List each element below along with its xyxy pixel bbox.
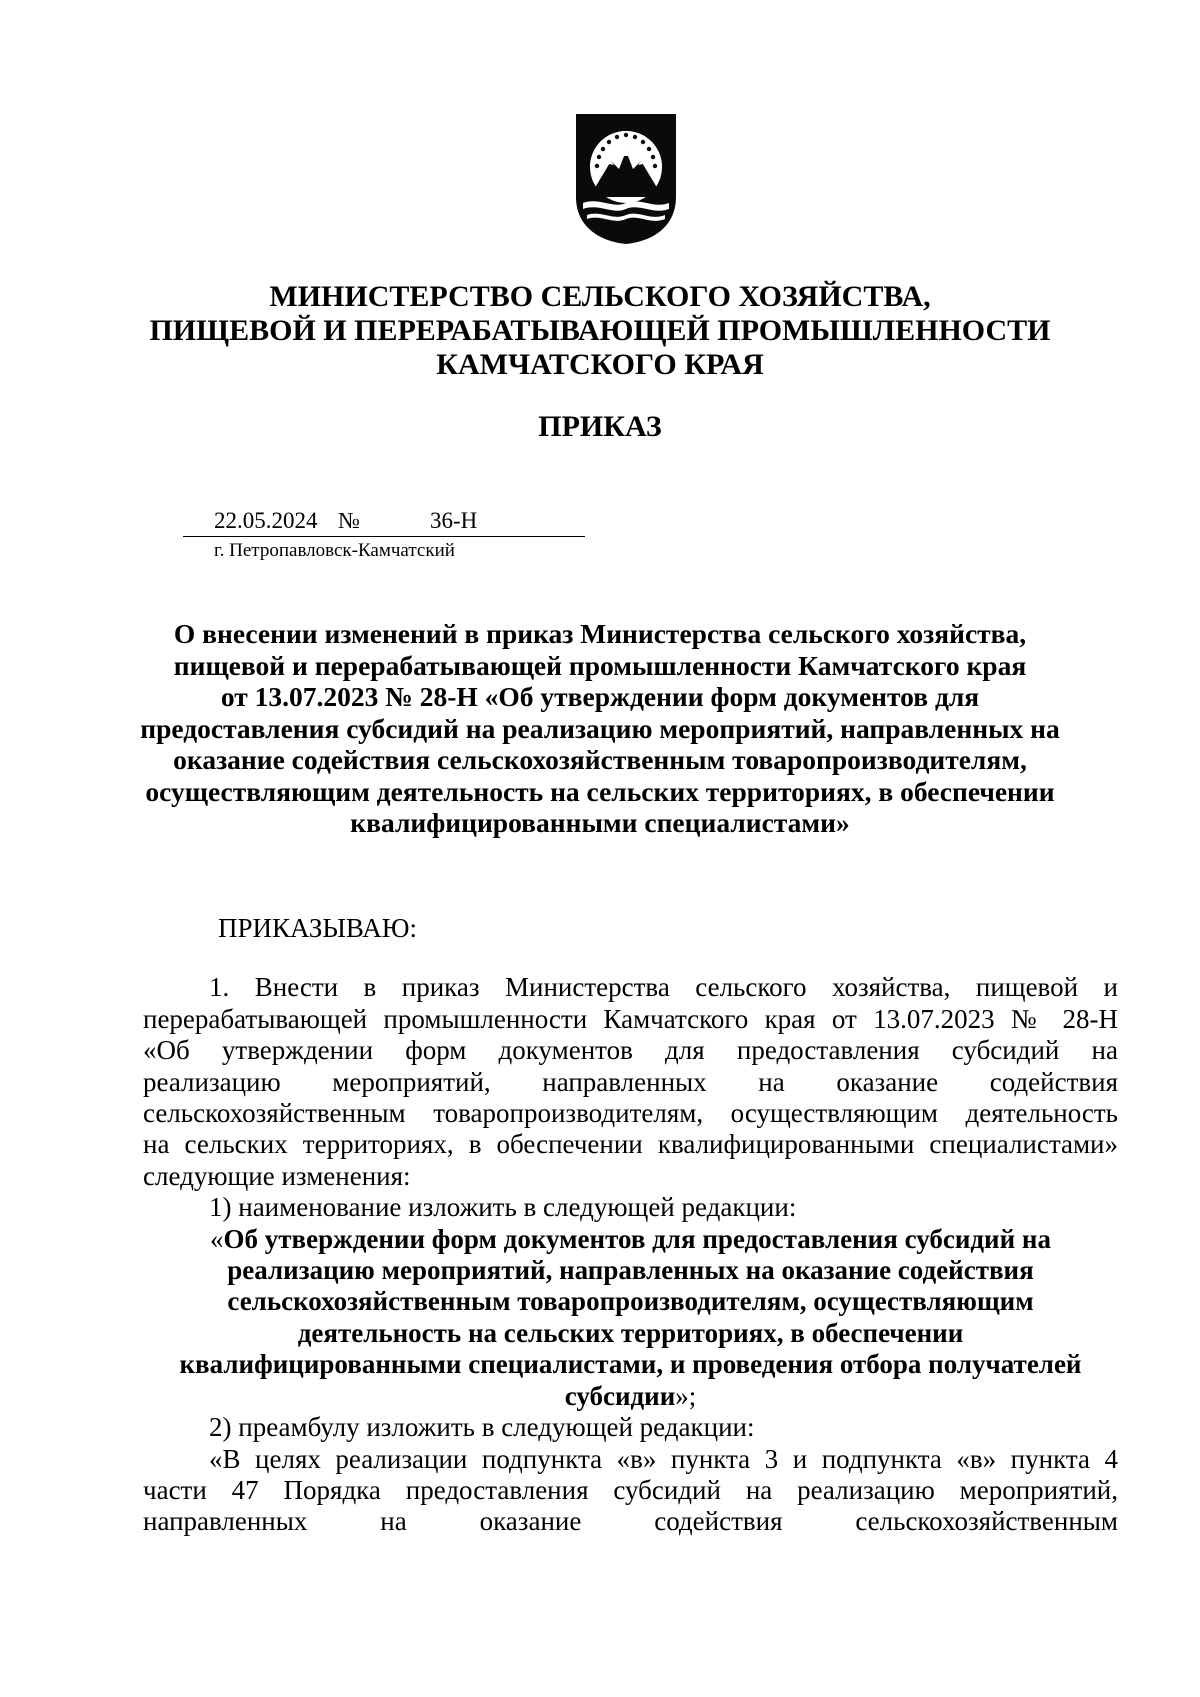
- list-item: 2) преамбулу изложить в следующей редакции:: [209, 1412, 755, 1443]
- open-quote: «: [210, 1223, 224, 1254]
- body-line: части 47 Порядка предоставления субсидий на реализацию мероприятий,: [143, 1474, 1118, 1505]
- quote-line: реализацию мероприятий, направленных на оказание содействия: [227, 1255, 1034, 1286]
- quote-line: квалифицированными специалистами, и проведения отбора получателей: [179, 1349, 1082, 1380]
- quote-line: сельскохозяйственным товаропроизводителям, осуществляющим: [227, 1286, 1034, 1317]
- body-line: следующие изменения:: [143, 1160, 411, 1191]
- body-line: «Об утверждении форм документов для предоставления субсидий на: [143, 1035, 1118, 1066]
- ministry-line: МИНИСТЕРСТВО СЕЛЬСКОГО ХОЗЯЙСТВА,: [269, 280, 931, 313]
- body-line: на сельских территориях, в обеспечении квалифицированными специалистами»: [143, 1129, 1118, 1160]
- list-item: 1) наименование изложить в следующей редакции:: [209, 1192, 797, 1223]
- decree-word: ПРИКАЗЫВАЮ:: [218, 913, 417, 943]
- body-line: сельскохозяйственным товаропроизводителям, осуществляющим деятельность: [143, 1098, 1118, 1129]
- document-type: ПРИКАЗ: [538, 410, 662, 443]
- quote-line: деятельность на сельских территориях, в обеспечении: [297, 1317, 964, 1348]
- new-title-quote: [143, 1224, 1118, 1412]
- body-line: реализацию мероприятий, направленных на оказание содействия: [143, 1066, 1118, 1097]
- document-date: 22.05.2024: [214, 508, 318, 533]
- document-body: [143, 913, 1118, 1538]
- body-line: «В целях реализации подпункта «в» пункта 3 и подпункта «в» пункта 4: [209, 1443, 1118, 1474]
- subject-line: оказание содействия сельскохозяйственным товаропроизводителям,: [173, 744, 1027, 775]
- subject-line: пищевой и перерабатывающей промышленности Камчатского края: [173, 649, 1027, 681]
- subject-line: от 13.07.2023 № 28-Н «Об утверждении форм документов для: [220, 681, 980, 712]
- close-quote: »;: [675, 1380, 697, 1411]
- ministry-line: ПИЩЕВОЙ И ПЕРЕРАБАТЫВАЮЩЕЙ ПРОМЫШЛЕННОСТИ: [149, 314, 1051, 347]
- body-line: перерабатывающей промышленности Камчатского края от 13.07.2023 № 28-Н: [143, 1003, 1118, 1034]
- subject-line: О внесении изменений в приказ Министерства сельского хозяйства,: [173, 618, 1027, 649]
- document-number: 36-Н: [430, 508, 478, 533]
- date-number-line: [183, 508, 585, 537]
- number-sign: №: [338, 508, 360, 533]
- body-line: направленных на оказание содействия сельскохозяйственным: [143, 1506, 1118, 1537]
- ministry-line: КАМЧАТСКОГО КРАЯ: [436, 348, 764, 381]
- kamchatka-coat-of-arms-icon: [573, 111, 679, 245]
- quote-line: «Об утверждении форм документов для предоставления субсидий на: [210, 1223, 1051, 1254]
- subject-line: предоставления субсидий на реализацию мероприятий, направленных на: [140, 712, 1060, 744]
- subject-line: осуществляющим деятельность на сельских территориях, в обеспечении: [145, 775, 1055, 807]
- ministry-header: [120, 280, 1080, 382]
- document-city: г. Петропавловск-Камчатский: [214, 540, 455, 561]
- document-subject: [130, 618, 1070, 839]
- body-line: 1. Внести в приказ Министерства сельского хозяйства, пищевой и: [209, 972, 1118, 1003]
- subject-line: квалифицированными специалистами»: [350, 807, 850, 838]
- quote-line: субсидии»;: [564, 1380, 697, 1411]
